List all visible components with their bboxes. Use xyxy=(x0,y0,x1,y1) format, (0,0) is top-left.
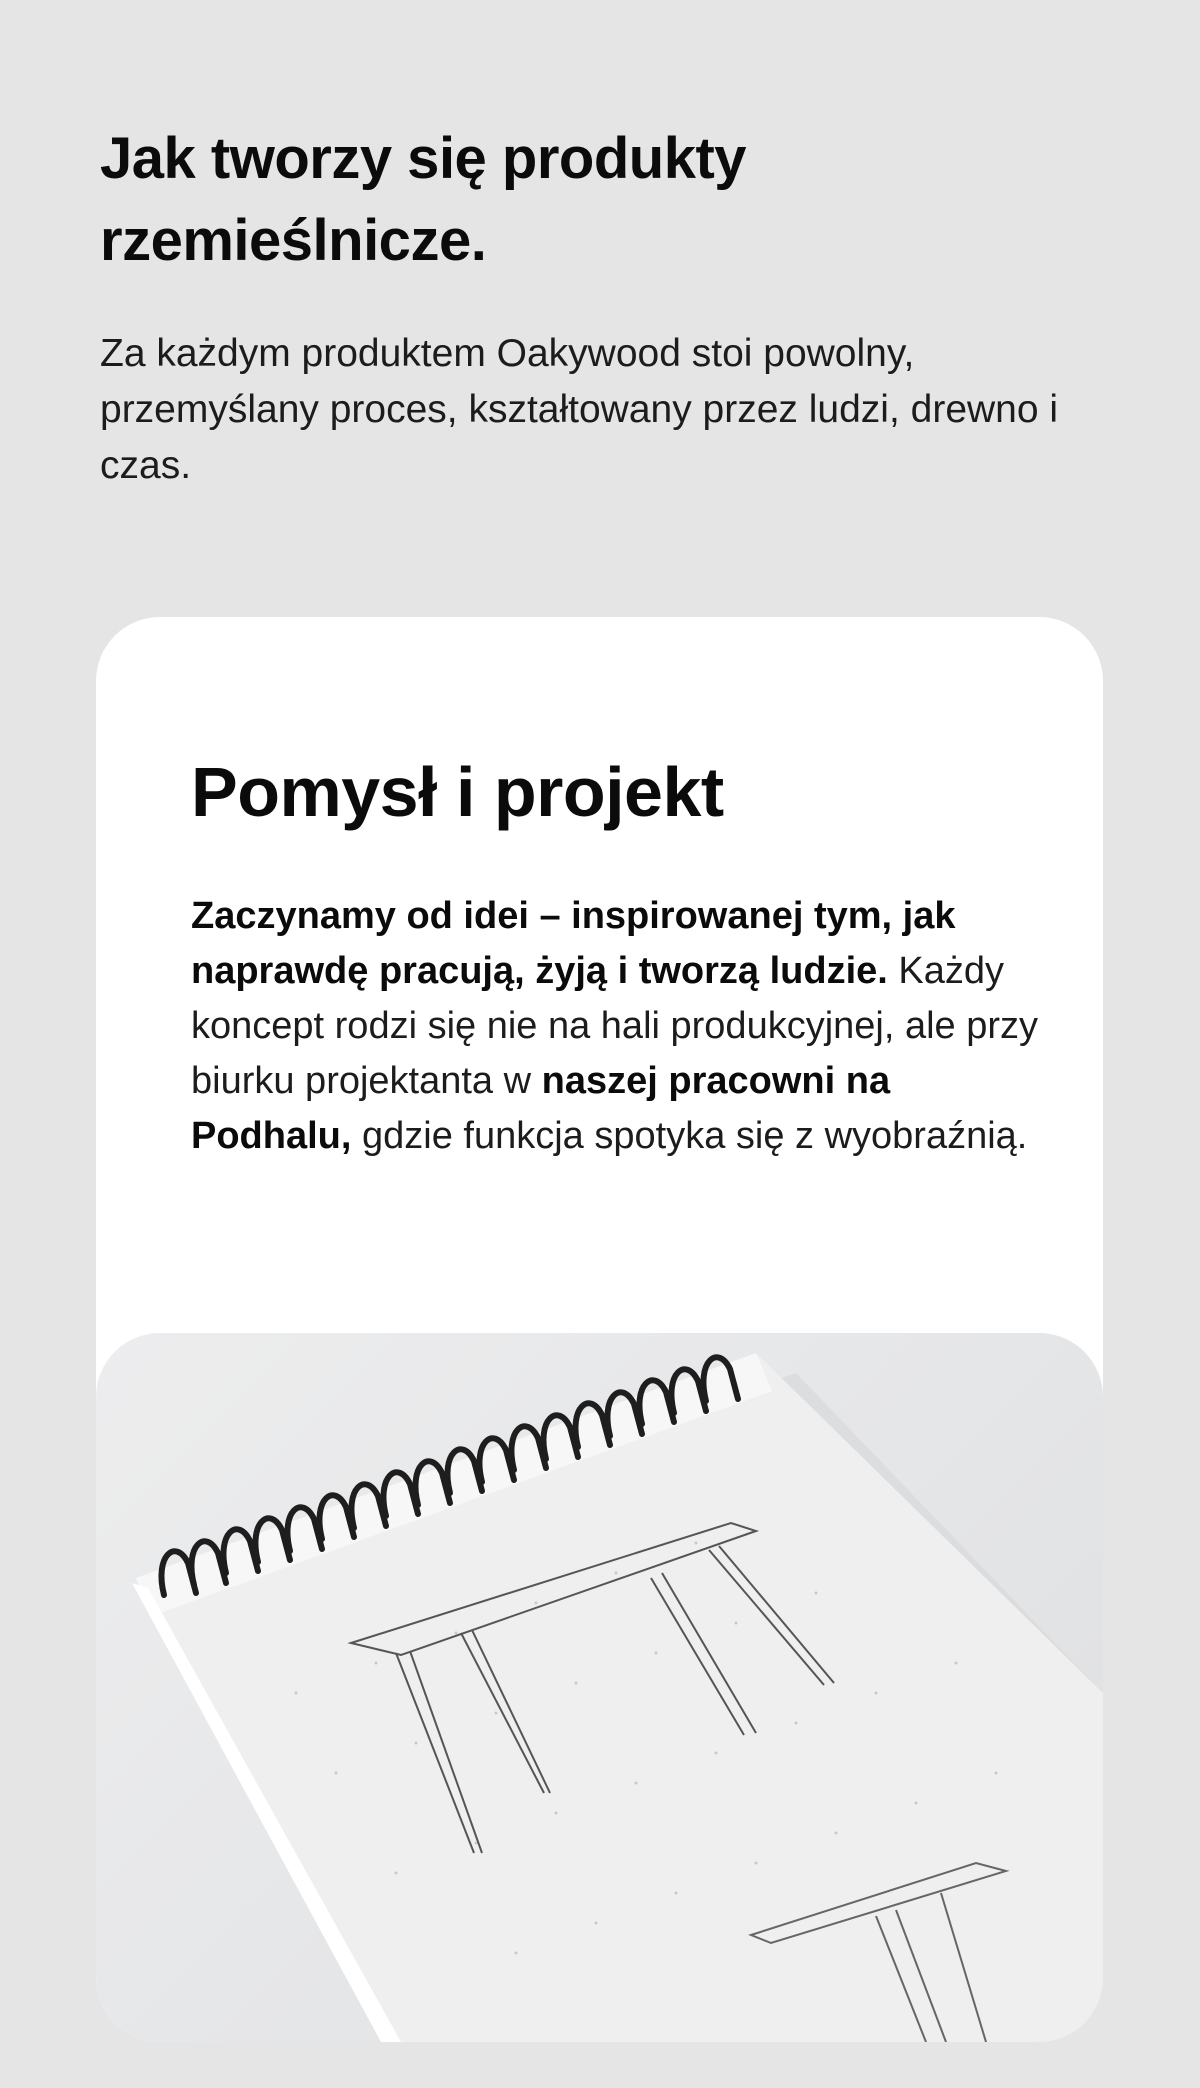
page-title: Jak tworzy się produkty rzemieślnicze. xyxy=(100,126,747,273)
card-paragraph xyxy=(191,889,1061,1164)
card-text-2: gdzie funkcja spotyka się z wyobraźnią. xyxy=(351,1115,1028,1157)
notebook-sketch-image xyxy=(96,1333,1103,2042)
card-text-1: Każdy koncept rodzi się nie na hali produkcyjnej, ale przy biurku projektanta w xyxy=(191,950,1039,1102)
card-heading: Pomysł i projekt xyxy=(191,753,724,831)
intro-section xyxy=(100,118,1060,494)
intro-subtitle: Za każdym produktem Oakywood stoi powolny, przemyślany proces, kształtowany przez ludzi, drewno i czas. xyxy=(100,332,1059,487)
notebook-illustration-icon xyxy=(96,1333,1103,2042)
process-step-card xyxy=(96,617,1103,2042)
card-bold-mid: naszej pracowni na Podhalu, xyxy=(191,1060,891,1157)
card-bold-lead: Zaczynamy od idei – inspirowanej tym, jak naprawdę pracują, żyją i tworzą ludzie. xyxy=(191,895,956,992)
card-text xyxy=(191,747,1061,1164)
